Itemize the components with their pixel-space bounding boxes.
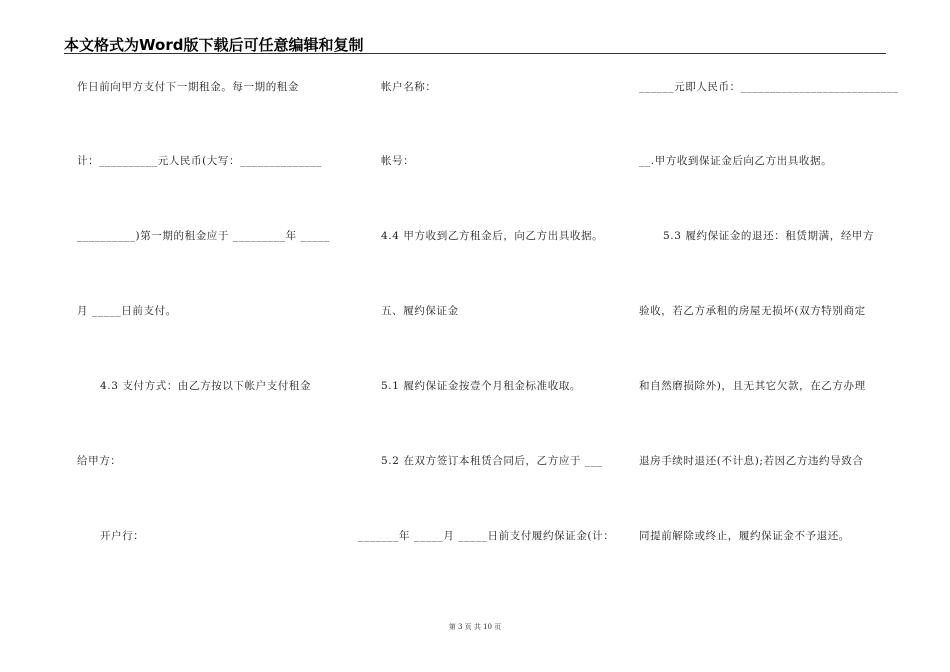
text-line: 5.2 在双方签订本租赁合同后，乙方应于 ___	[381, 455, 603, 467]
header-divider	[64, 53, 886, 54]
text-line: 5.1 履约保证金按壹个月租金标准收取。	[381, 380, 582, 392]
text-line: 作日前向甲方支付下一期租金。每一期的租金	[77, 81, 299, 93]
text-line: 验收，若乙方承租的房屋无损坏(双方特别商定	[639, 305, 866, 317]
text-line: __________)第一期的租金应于 _________年 _____	[77, 230, 330, 242]
text-line: 开户行：	[100, 530, 145, 542]
page-number: 第 3 页 共 10 页	[448, 623, 502, 631]
text-line: 月 _____日前支付。	[77, 305, 177, 317]
text-line: __.甲方收到保证金后向乙方出具收据。	[639, 155, 833, 167]
text-line: 退房手续时退还(不计息);若因乙方违约导致合	[639, 455, 864, 467]
text-line: 4.4 甲方收到乙方租金后，向乙方出具收据。	[381, 230, 604, 242]
text-line: 5.3 履约保证金的退还：租赁期满，经甲方	[663, 230, 875, 242]
text-line: 和自然磨损除外)，且无其它欠款，在乙方办理	[639, 380, 866, 392]
text-line: 同提前解除或终止，履约保证金不予退还。	[639, 530, 850, 542]
text-line: 计：__________元人民币(大写：______________	[77, 155, 322, 167]
text-line: 帐号：	[381, 155, 415, 167]
document-banner: 本文格式为Word版下载后可任意编辑和复制	[64, 36, 364, 54]
text-line: ______元即人民币：___________________________	[639, 81, 899, 93]
text-line: 五、履约保证金	[381, 305, 459, 317]
text-line: _______年 _____月 _____日前支付履约保证金(计：	[358, 530, 615, 542]
text-line: 4.3 支付方式：由乙方按以下帐户支付租金	[100, 380, 312, 392]
text-line: 给甲方：	[77, 455, 122, 467]
text-line: 帐户名称：	[381, 81, 437, 93]
